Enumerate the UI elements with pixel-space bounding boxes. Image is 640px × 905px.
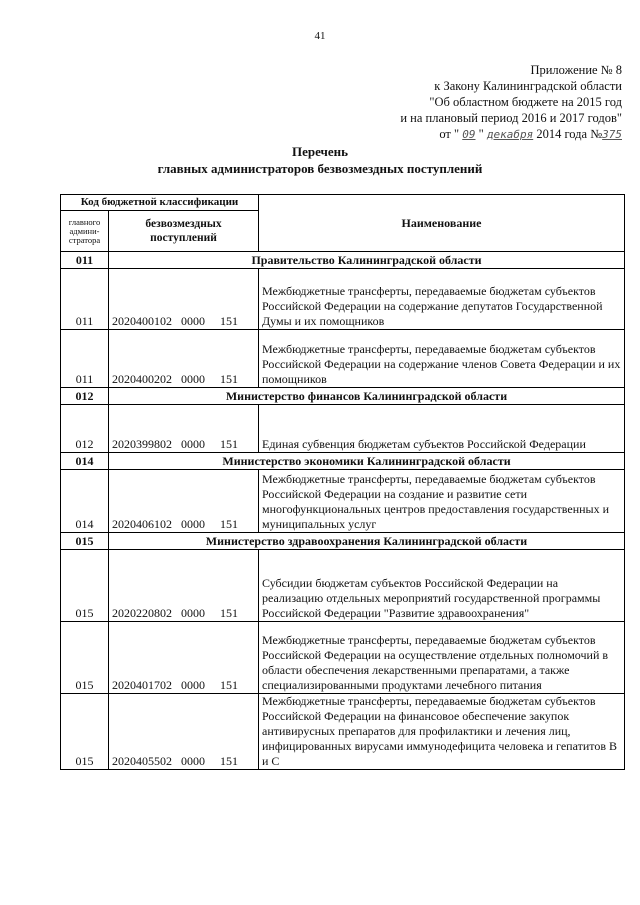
header-receipts: безвозмездных поступлений <box>109 211 259 252</box>
date-quote-open: " <box>454 127 460 141</box>
appendix-block <box>400 62 622 143</box>
admin-code-cell: 015 <box>61 622 109 694</box>
admin-code-cell: 012 <box>61 405 109 453</box>
date-quote-close: " <box>478 127 484 141</box>
page-number: 41 <box>314 30 326 42</box>
receipt-code-cell: 2020400102 0000 151 <box>109 269 259 330</box>
receipt-code-cell: 2020406102 0000 151 <box>109 470 259 533</box>
header-budget-classification: Код бюджетной классификации <box>61 195 259 211</box>
administrators-table <box>60 194 625 770</box>
group-row <box>61 388 625 405</box>
group-row <box>61 252 625 269</box>
name-cell: Межбюджетные трансферты, передаваемые бюджетам субъектов Российской Федерации на содержание членов Совета Федерации и их помощников <box>259 330 625 388</box>
header-row-top <box>61 195 625 211</box>
table-row <box>61 330 625 388</box>
table-row <box>61 550 625 622</box>
group-title: Правительство Калининградской области <box>109 252 625 269</box>
group-code: 011 <box>61 252 109 269</box>
group-code: 015 <box>61 533 109 550</box>
group-code: 014 <box>61 453 109 470</box>
header-name: Наименование <box>259 195 625 252</box>
name-cell: Субсидии бюджетам субъектов Российской Федерации на реализацию отдельных мероприятий государственной программы Российской Федерации "Развитие здравоохранения" <box>259 550 625 622</box>
law-number: 375 <box>602 128 622 141</box>
document-title: Перечень <box>291 144 349 159</box>
name-cell: Межбюджетные трансферты, передаваемые бюджетам субъектов Российской Федерации на осуществление отдельных полномочий в области обеспечения лекарственными препаратами, а также специализированными продуктами лечебного питания <box>259 622 625 694</box>
receipt-code-cell: 2020399802 0000 151 <box>109 405 259 453</box>
group-title: Министерство финансов Калининградской области <box>109 388 625 405</box>
table-row <box>61 622 625 694</box>
table-row <box>61 470 625 533</box>
date-day: 09 <box>462 128 476 141</box>
admin-code-cell: 014 <box>61 470 109 533</box>
header-admin: главного админи-стратора <box>61 211 109 252</box>
date-year: 2014 года № <box>536 127 603 141</box>
admin-code-cell: 015 <box>61 694 109 770</box>
group-row <box>61 453 625 470</box>
table-row <box>61 694 625 770</box>
group-code: 012 <box>61 388 109 405</box>
admin-code-cell: 011 <box>61 269 109 330</box>
admin-code-cell: 015 <box>61 550 109 622</box>
name-cell: Межбюджетные трансферты, передаваемые бюджетам субъектов Российской Федерации на создание и развитие сети многофункциональных центров предоставления государственных и муниципальных услуг <box>259 470 625 533</box>
group-title: Министерство здравоохранения Калининградской области <box>109 533 625 550</box>
table-row <box>61 405 625 453</box>
date-month: декабря <box>486 128 534 141</box>
receipt-code-cell: 2020400202 0000 151 <box>109 330 259 388</box>
table-row <box>61 269 625 330</box>
receipt-code-cell: 2020220802 0000 151 <box>109 550 259 622</box>
admin-code-cell: 011 <box>61 330 109 388</box>
name-cell: Межбюджетные трансферты, передаваемые бюджетам субъектов Российской Федерации на финансовое обеспечение закупок антивирусных препаратов для профилактики и лечения лиц, инфицированных вирусами иммунодефицита человека и гепатитов В и С <box>259 694 625 770</box>
appendix-line-3: "Об областном бюджете на 2015 год <box>429 95 622 109</box>
appendix-line-4: и на плановый период 2016 и 2017 годов" <box>400 111 622 125</box>
name-cell: Межбюджетные трансферты, передаваемые бюджетам субъектов Российской Федерации на содержание депутатов Государственной Думы и их помощников <box>259 269 625 330</box>
date-prefix: от <box>439 127 451 141</box>
appendix-line-2: к Закону Калининградской области <box>434 79 622 93</box>
receipt-code-cell: 2020405502 0000 151 <box>109 694 259 770</box>
document-subtitle: главных администраторов безвозмездных поступлений <box>157 161 483 176</box>
appendix-date-line <box>400 126 622 143</box>
group-row <box>61 533 625 550</box>
table-body <box>61 195 625 770</box>
name-cell: Единая субвенция бюджетам субъектов Российской Федерации <box>259 405 625 453</box>
group-title: Министерство экономики Калининградской области <box>109 453 625 470</box>
receipt-code-cell: 2020401702 0000 151 <box>109 622 259 694</box>
appendix-line-1: Приложение № 8 <box>530 63 622 77</box>
